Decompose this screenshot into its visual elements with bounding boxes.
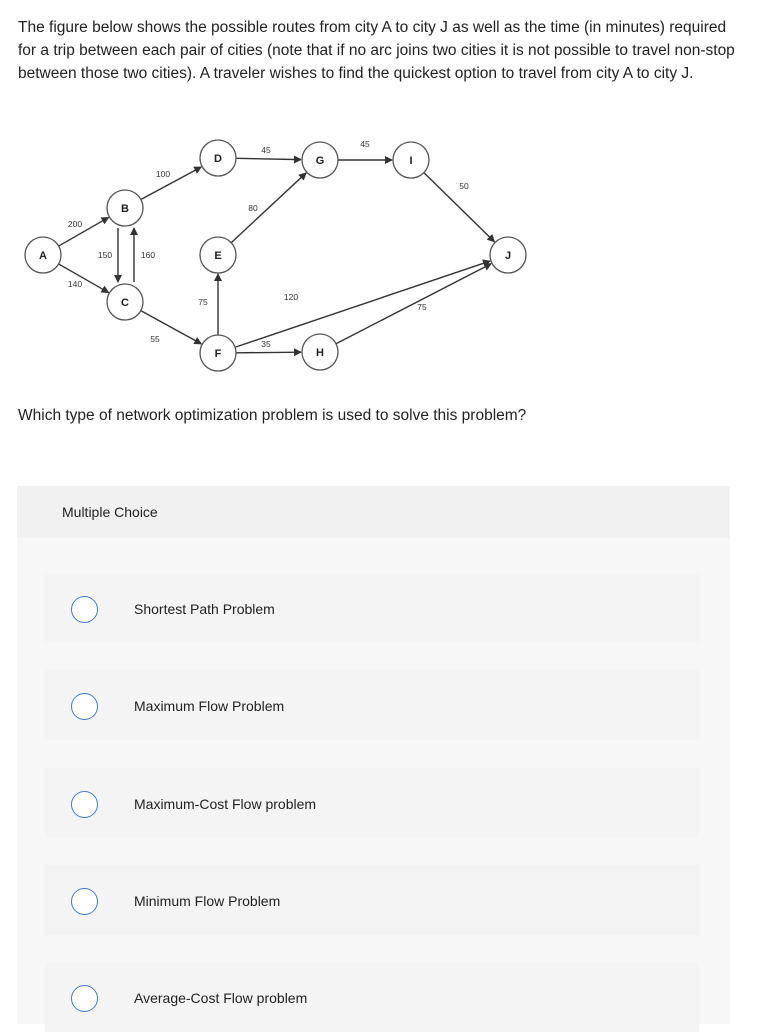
network-diagram: [18, 125, 538, 380]
node-a: [25, 237, 61, 273]
arc-e-g: [231, 173, 306, 243]
arc-time-label: 200: [67, 219, 83, 229]
multiple-choice-label: Multiple Choice: [62, 504, 158, 520]
arc-b-d: [141, 167, 201, 199]
arc-layer: [59, 158, 495, 352]
node-label: B: [121, 203, 129, 215]
arc-time-label: 140: [67, 279, 83, 289]
arc-time-label: 80: [248, 203, 258, 213]
node-d: [200, 140, 236, 176]
arc-f-h: [236, 352, 301, 353]
arc-time-label: 35: [261, 339, 271, 349]
arc-time-label: 160: [140, 250, 156, 260]
multiple-choice-panel: [17, 486, 730, 1024]
node-c: [107, 284, 143, 320]
arc-time-label: 100: [155, 169, 171, 179]
node-g: [302, 142, 338, 178]
radio-button[interactable]: [71, 693, 98, 720]
node-label: J: [504, 250, 512, 262]
arc-time-label: 75: [417, 302, 427, 312]
option-maximum-cost-flow[interactable]: [45, 768, 699, 838]
node-label: C: [121, 297, 129, 309]
option-label: Maximum-Cost Flow problem: [134, 796, 317, 812]
option-label: Shortest Path Problem: [134, 601, 275, 617]
option-shortest-path[interactable]: [45, 573, 699, 643]
node-label: G: [315, 155, 325, 167]
node-h: [302, 334, 338, 370]
arc-time-label: 50: [459, 181, 469, 191]
option-maximum-flow[interactable]: [45, 670, 699, 740]
node-label: I: [409, 155, 413, 167]
node-i: [393, 142, 429, 178]
arc-time-label: 120: [283, 292, 299, 302]
node-label: D: [214, 153, 222, 165]
arc-time-label: 45: [360, 139, 370, 149]
arc-f-j: [235, 261, 490, 347]
node-e: [200, 237, 236, 273]
option-average-cost-flow[interactable]: [45, 962, 699, 1032]
radio-button[interactable]: [71, 888, 98, 915]
option-label: Minimum Flow Problem: [134, 893, 281, 909]
arc-time-label: 45: [261, 145, 271, 155]
arc-time-label: 55: [150, 334, 160, 344]
node-label: F: [214, 348, 222, 360]
node-f: [200, 335, 236, 371]
arc-h-j: [336, 264, 491, 344]
question-text: The figure below shows the possible routes from city A to city J as well as the time (in minutes) required for a trip between each pair of cities (note that if no arc joins two cities it is not possible to travel non-stop between those two cities). A traveler wishes to find the quickest option to travel from city A to city J.: [18, 19, 735, 82]
multiple-choice-header: [17, 486, 730, 538]
node-label: A: [39, 250, 47, 262]
arc-d-g: [236, 158, 301, 159]
node-j: [490, 237, 526, 273]
node-b: [107, 190, 143, 226]
arc-time-label: 150: [97, 250, 113, 260]
arc-time-label: 75: [198, 297, 208, 307]
arc-a-c: [59, 264, 109, 293]
option-label: Maximum Flow Problem: [134, 698, 285, 714]
arc-a-b: [59, 217, 109, 246]
option-minimum-flow[interactable]: [45, 865, 699, 935]
option-label: Average-Cost Flow problem: [134, 990, 308, 1006]
node-label: H: [316, 347, 324, 359]
radio-button[interactable]: [71, 985, 98, 1012]
radio-button[interactable]: [71, 791, 98, 818]
radio-button[interactable]: [71, 596, 98, 623]
question-prompt: Which type of network optimization problem is used to solve this problem?: [18, 407, 527, 424]
node-label: E: [214, 250, 222, 262]
